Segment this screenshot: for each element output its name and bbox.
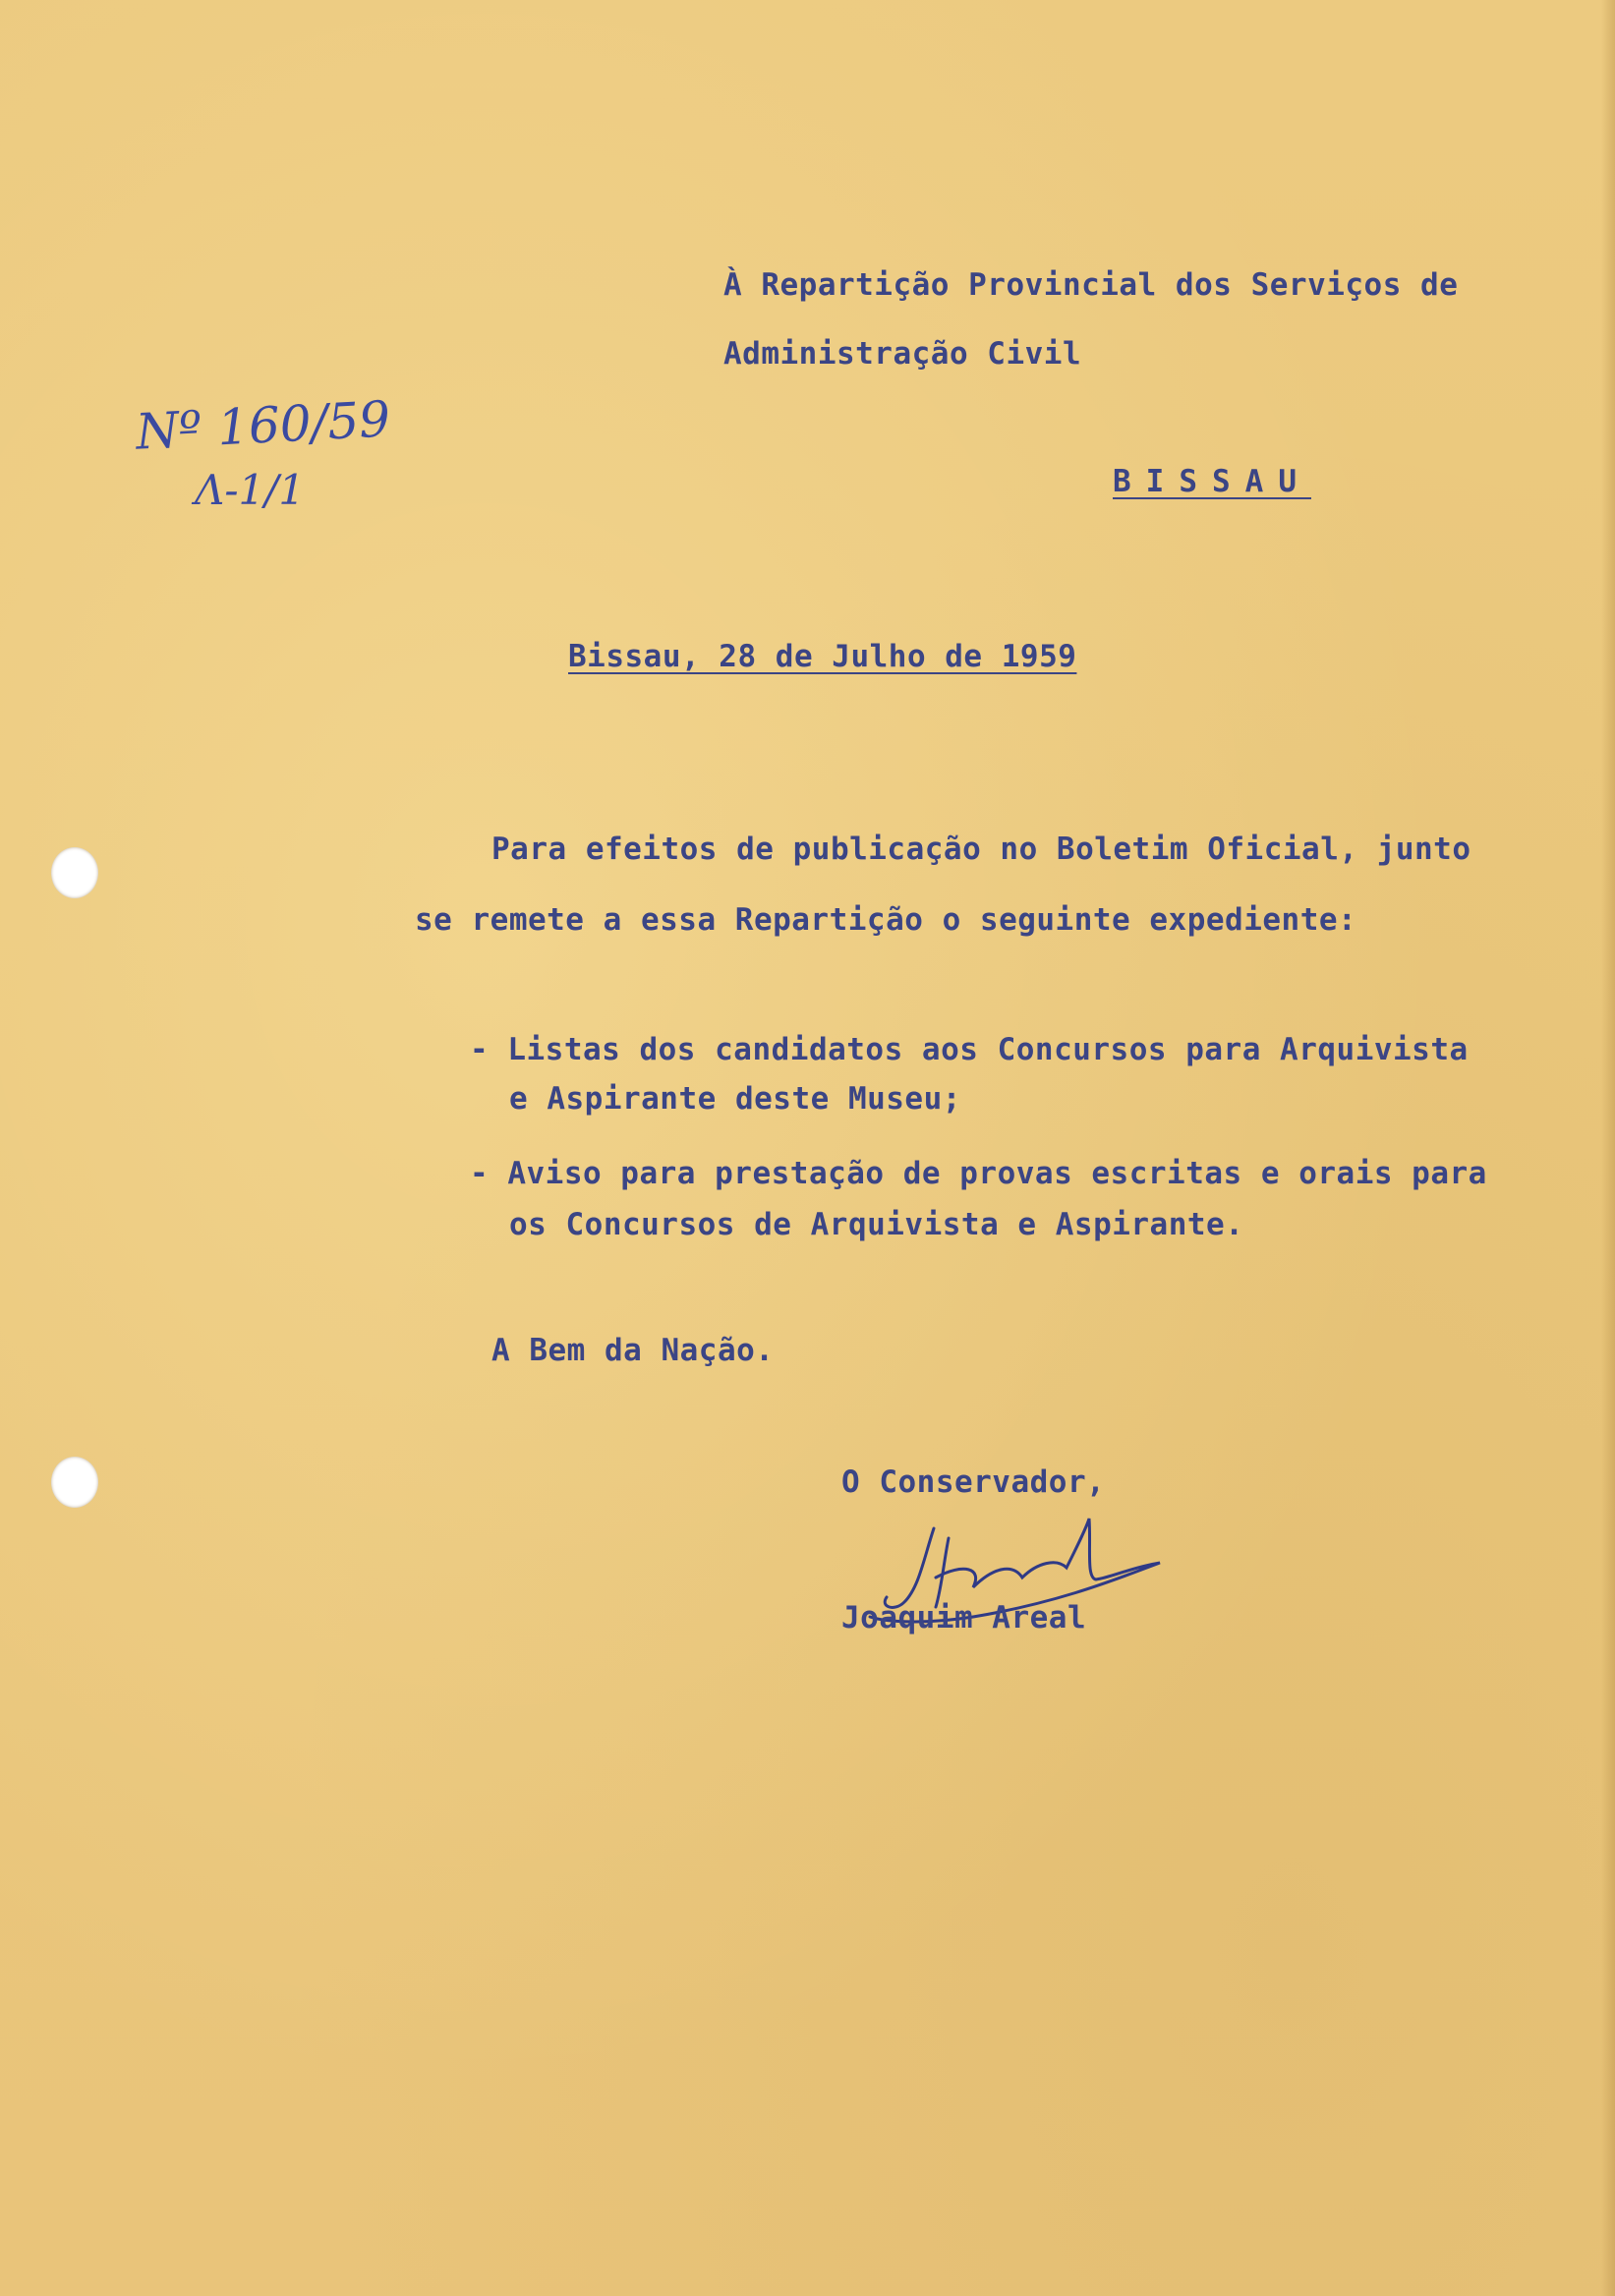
paragraph-line-2: se remete a essa Repartição o seguinte expediente: [415, 902, 1357, 938]
recipient-line-1: À Repartição Provincial dos Serviços de [723, 267, 1459, 303]
list-item-2-line-2: os Concursos de Arquivista e Aspirante. [509, 1207, 1244, 1242]
list-item-2-line-1: - Aviso para prestação de provas escritas e orais para [470, 1156, 1487, 1191]
recipient-city: BISSAU [1113, 464, 1311, 499]
signatory-name: Joaquim Areal [841, 1600, 1087, 1636]
paragraph-line-1: Para efeitos de publicação no Boletim Oficial, junto [491, 832, 1471, 867]
punch-hole-top [51, 847, 98, 898]
list-item-1-line-2: e Aspirante deste Museu; [509, 1081, 961, 1117]
handwritten-reference-number: Nº 160/59 [134, 390, 392, 461]
punch-hole-bottom [51, 1457, 98, 1508]
paper-edge-shadow [1601, 0, 1615, 2296]
closing-salutation: A Bem da Nação. [491, 1333, 775, 1368]
letter-date: Bissau, 28 de Julho de 1959 [568, 639, 1077, 674]
recipient-line-2: Administração Civil [723, 336, 1082, 372]
list-item-1-line-1: - Listas dos candidatos aos Concursos para Arquivista [470, 1032, 1469, 1067]
signatory-title: O Conservador, [841, 1464, 1106, 1500]
handwritten-file-code: Λ-1/1 [195, 466, 306, 514]
